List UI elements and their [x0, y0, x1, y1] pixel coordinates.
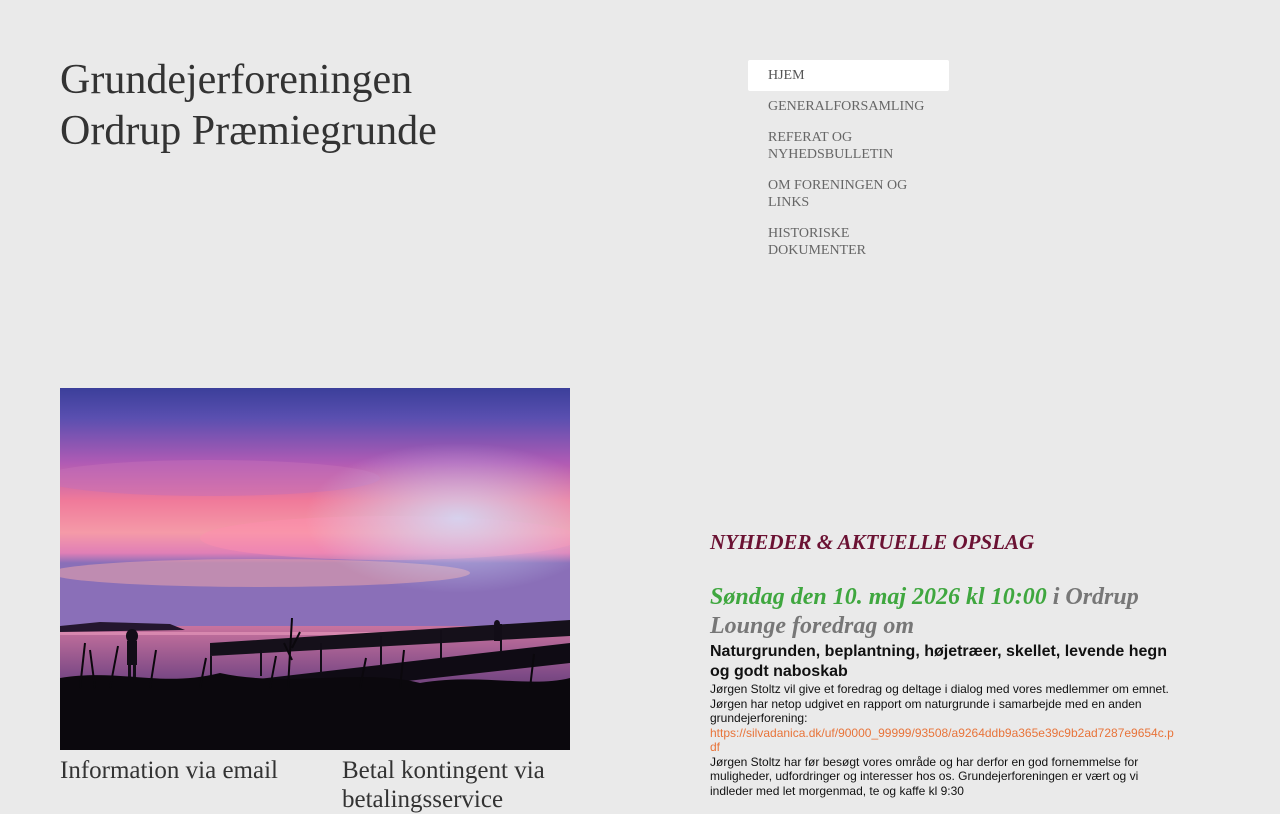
news-heading: NYHEDER & AKTUELLE OPSLAG	[710, 530, 1035, 554]
event-subtitle: Naturgrunden, beplantning, højetræer, skellet, levende hegn og godt naboskab	[710, 643, 1167, 680]
report-pdf-link[interactable]: https://silvadanica.dk/uf/90000_99999/93508/a9264ddb9a365e39c9b2ad7287e9654c.pdf	[710, 725, 1174, 754]
nav-item-hjem[interactable]: HJEM	[748, 60, 949, 91]
news-section	[710, 528, 1180, 798]
event-paragraph-1: Jørgen Stoltz vil give et foredrag og deltage i dialog med vores medlemmer om emnet. Jørgen har netop udgivet en rapport om naturgrunde i samarbejde med en anden grundejerforening:	[710, 682, 1169, 725]
email-info-title[interactable]: Information via email	[60, 757, 278, 784]
site-title[interactable]	[60, 55, 437, 157]
event-paragraph-2: Jørgen Stoltz har før besøgt vores område og har derfor en god fornemmelse for muligheder, udfordringer og interesser hos os. Grundejerforeningen er vært og vi indleder med let morgenmad, te og kaffe kl 9:30	[710, 754, 1139, 798]
site-title-line2: Ordrup Præmiegrunde	[60, 108, 437, 154]
hero-sunset-image	[60, 388, 570, 750]
nav-item-om-foreningen[interactable]: OM FORENINGEN OG LINKS	[768, 178, 908, 210]
event-date: Søndag den 10. maj 2026 kl 10:00	[710, 584, 1047, 610]
nav-item-historiske-dokumenter[interactable]: HISTORISKE DOKUMENTER	[768, 226, 866, 258]
event-title-rest: i Ordrup Lounge foredrag om	[710, 584, 1139, 639]
payment-service-title[interactable]: Betal kontingent via betalingsservice	[342, 757, 545, 813]
site-title-line1: Grundejerforeningen	[60, 57, 413, 103]
nav-item-generalforsamling[interactable]: GENERALFORSAMLING	[768, 99, 925, 114]
main-navigation	[748, 60, 949, 266]
event-title	[710, 583, 1180, 641]
nav-item-referat[interactable]: REFERAT OG NYHEDSBULLETIN	[768, 130, 894, 162]
